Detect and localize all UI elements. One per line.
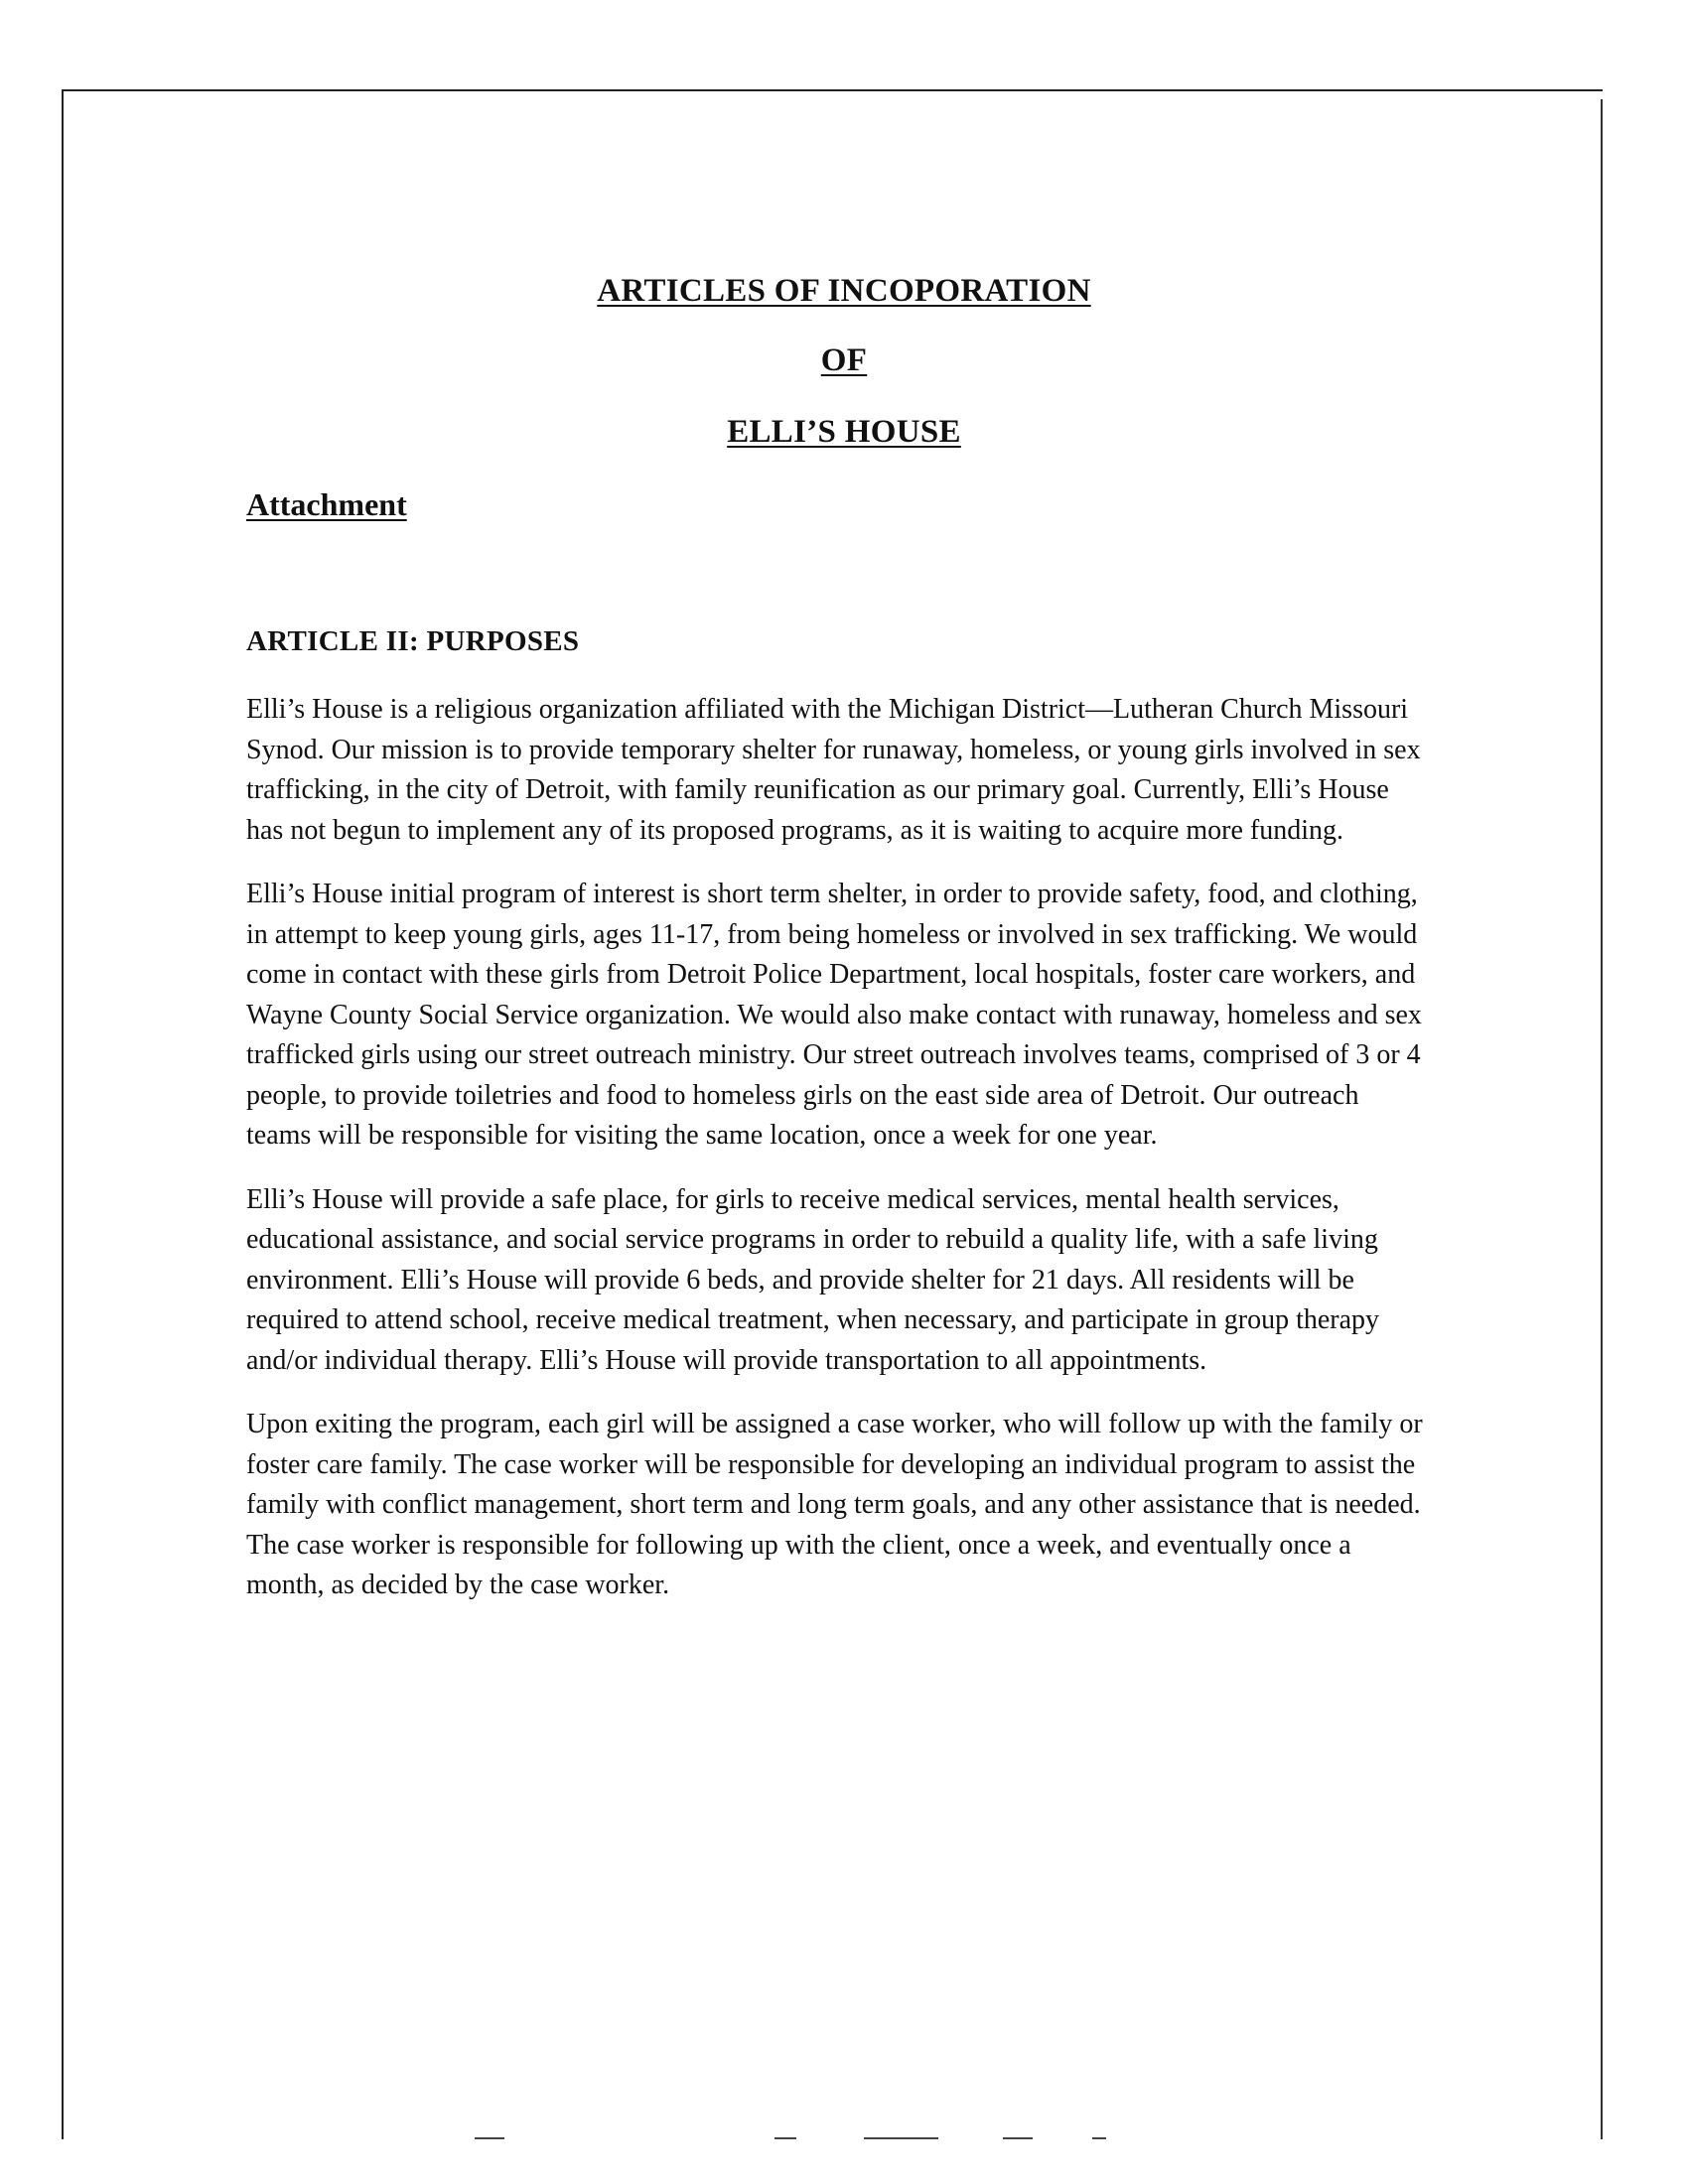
scan-artifact — [1092, 2137, 1106, 2139]
article-body — [246, 690, 1423, 1630]
scan-artifact — [774, 2137, 796, 2139]
title-line-1: ARTICLES OF INCOPORATION — [597, 273, 1091, 309]
paragraph: Upon exiting the program, each girl will be assigned a case worker, who will follow up with the family or foster care family. The case worker will be responsible for developing an individual program to assist the family with conflict management, short term and long term goals, and any other assistance that is needed. The case worker is responsible for following up with the client, once a week, and eventually once a month, as decided by the case worker. — [246, 1409, 1423, 1600]
document-title — [0, 273, 1688, 310]
page-border-left — [62, 89, 64, 2139]
scan-artifact — [1003, 2137, 1033, 2139]
attachment-label: Attachment — [246, 486, 407, 522]
document-title-of — [0, 342, 1688, 379]
paragraph: Elli’s House is a religious organization affiliated with the Michigan District—Lutheran Church Missouri Synod. Our mission is to provide temporary shelter for runaway, homeless, or young girls involved in sex trafficking, in the city of Detroit, with family reunification as our primary goal. Currently, Elli’s House has not begun to implement any of its proposed programs, as it is waiting to acquire more funding. — [246, 694, 1421, 846]
article-heading: ARTICLE II: PURPOSES — [246, 625, 580, 657]
scan-artifact — [475, 2137, 504, 2139]
page-border-right — [1601, 99, 1603, 2139]
document-title-name — [0, 414, 1688, 451]
scan-artifact — [864, 2137, 938, 2139]
title-line-3: ELLI’S HOUSE — [727, 414, 961, 450]
title-line-2: OF — [820, 342, 868, 378]
page-border-top — [62, 89, 1603, 91]
paragraph: Elli’s House will provide a safe place, for girls to receive medical services, mental health services, educational assistance, and social service programs in order to rebuild a quality life, with a safe living environment. Elli’s House will provide 6 beds, and provide shelter for 21 days. All residents will be required to attend school, receive medical treatment, when necessary, and participate in group therapy and/or individual therapy. Elli’s House will provide transportation to all appointments. — [246, 1183, 1380, 1376]
paragraph: Elli’s House initial program of interest is short term shelter, in order to provide safety, food, and clothing, in attempt to keep young girls, ages 11-17, from being homeless or involved in sex trafficking. We would come in contact with these girls from Detroit Police Department, local hospitals, foster care workers, and Wayne County Social Service organization. We would also make contact with runaway, homeless and sex trafficked girls using our street outreach ministry. Our street outreach involves teams, comprised of 3 or 4 people, to provide toiletries and food to homeless girls on the east side area of Detroit. Our outreach teams will be responsible for visiting the same location, once a week for one year. — [246, 879, 1422, 1151]
